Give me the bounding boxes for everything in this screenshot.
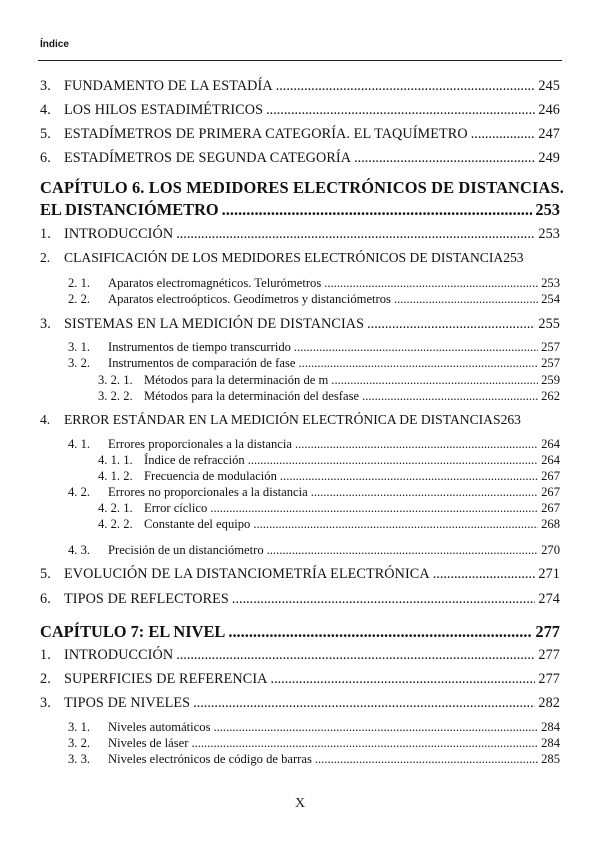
toc-subentry	[68, 752, 560, 767]
toc-entry-number: 2.	[40, 671, 51, 687]
toc-subentry	[68, 720, 560, 735]
toc-entry	[40, 671, 560, 688]
toc-entry-number: 4.	[40, 102, 51, 118]
toc-entry-title: Niveles electrónicos de código de barras	[108, 752, 312, 766]
toc-entry-page: 277	[538, 647, 560, 663]
toc-entry-number: 3. 1.	[68, 340, 91, 354]
toc-entry-page: 255	[538, 316, 560, 332]
toc-entry-number: 4. 2. 1.	[98, 501, 133, 515]
toc-entry-page: 270	[541, 543, 560, 557]
toc-subsubentry	[98, 453, 560, 468]
toc-entry-number: 4. 1.	[68, 437, 91, 451]
toc-leader-dots	[294, 340, 538, 355]
toc-entry-number: 2. 2.	[68, 292, 91, 306]
toc-entry-title: SUPERFICIES DE REFERENCIA	[64, 671, 268, 687]
toc-leader-dots	[210, 501, 538, 516]
toc-leader-dots	[193, 695, 535, 712]
toc-entry-title: Métodos para la determinación de m	[144, 373, 329, 387]
toc-entry-title: CLASIFICACIÓN DE LOS MEDIDORES ELECTRÓNICOS DE DISTANCIA	[64, 250, 504, 265]
toc-entry-title: Error cíclico	[144, 501, 208, 515]
toc-entry-page: 254	[541, 292, 560, 306]
toc-entry-title: Instrumentos de tiempo transcurrido	[108, 340, 291, 354]
toc-entry-number: 3. 2. 1.	[98, 373, 133, 387]
toc-subsubentry	[98, 517, 560, 532]
toc-entry-title: ERROR ESTÁNDAR EN LA MEDICIÓN ELECTRÓNICA DE DISTANCIAS	[64, 412, 501, 427]
toc-leader-dots	[253, 517, 538, 532]
toc-entry-number: 3.	[40, 695, 51, 711]
toc-entry-number: 3.	[40, 316, 51, 332]
toc-leader-dots	[354, 150, 535, 167]
toc-entry-number: 5.	[40, 126, 51, 142]
toc-entry	[40, 126, 560, 143]
toc-entry	[40, 226, 560, 243]
toc-entry-page: 267	[541, 485, 560, 499]
toc-leader-dots	[331, 373, 538, 388]
toc-subentry	[68, 276, 560, 291]
toc-entry-page: 277	[538, 671, 560, 687]
toc-entry-page: 263	[500, 412, 521, 427]
toc-leader-dots	[471, 126, 536, 143]
toc-entry-title: Métodos para la determinación del desfase	[144, 389, 360, 403]
toc-entry-page: 246	[538, 102, 560, 118]
chapter-title: EL DISTANCIÓMETRO	[40, 200, 219, 219]
toc-entry-title: Frecuencia de modulación	[144, 469, 277, 483]
toc-entry	[40, 566, 560, 583]
toc-leader-dots	[176, 647, 535, 664]
toc-entry-page: 264	[541, 437, 560, 451]
toc-entry-page: 262	[541, 389, 560, 403]
toc-entry-page: 259	[541, 373, 560, 387]
toc-entry	[40, 316, 560, 333]
toc-entry-page: 271	[538, 566, 560, 582]
toc-subsubentry	[98, 373, 560, 388]
toc-entry	[40, 647, 560, 664]
toc-entry-title: FUNDAMENTO DE LA ESTADÍA	[64, 78, 273, 94]
toc-leader-dots	[280, 469, 538, 484]
toc-subsubentry	[98, 469, 560, 484]
toc-entry-number: 3. 2.	[68, 736, 91, 750]
toc-subentry	[68, 543, 560, 558]
toc-entry-title: Aparatos electroópticos. Geodímetros y distanciómetros	[108, 292, 391, 306]
toc-leader-dots	[311, 485, 538, 500]
chapter-title: CAPÍTULO 7: EL NIVEL	[40, 622, 226, 641]
toc-entry-page: 285	[541, 752, 560, 766]
toc-leader-dots	[324, 276, 538, 291]
toc-entry-title: INTRODUCCIÓN	[64, 226, 174, 242]
toc-subentry	[68, 356, 560, 371]
toc-entry-title: EVOLUCIÓN DE LA DISTANCIOMETRÍA ELECTRÓNICA	[64, 566, 430, 582]
toc-entry	[40, 591, 560, 608]
toc-leader-dots	[176, 226, 535, 243]
chapter-page: 277	[535, 622, 560, 641]
toc-entry-number: 4. 2.	[68, 485, 91, 499]
toc-subsubentry	[98, 389, 560, 404]
toc-leader-dots	[362, 389, 538, 404]
toc-entry-page: 282	[538, 695, 560, 711]
toc-entry-number: 1.	[40, 226, 51, 242]
toc-entry	[40, 250, 560, 266]
chapter-heading-line: CAPÍTULO 6. LOS MEDIDORES ELECTRÓNICOS DE DISTANCIAS.	[40, 178, 565, 197]
toc-entry-number: 2.	[40, 250, 51, 265]
toc-entry-number: 3. 2.	[68, 356, 91, 370]
toc-entry-title: Errores no proporcionales a la distancia	[108, 485, 308, 499]
toc-entry-title: ESTADÍMETROS DE PRIMERA CATEGORÍA. EL TAQUÍMETRO	[64, 126, 468, 142]
toc-entry-page: 284	[541, 736, 560, 750]
toc-entry-title: Constante del equipo	[144, 517, 251, 531]
toc-entry	[40, 412, 560, 428]
toc-entry-number: 3. 1.	[68, 720, 91, 734]
toc-leader-dots	[298, 356, 538, 371]
toc-entry-title: Niveles de láser	[108, 736, 189, 750]
toc-entry-page: 249	[538, 150, 560, 166]
toc-entry-page: 264	[541, 453, 560, 467]
toc-entry-page: 267	[541, 469, 560, 483]
toc-subentry	[68, 437, 560, 452]
toc-leader-dots	[213, 720, 538, 735]
toc-subsubentry	[98, 501, 560, 516]
toc-entry-page: 274	[538, 591, 560, 607]
toc-leader-dots	[248, 453, 538, 468]
toc-entry-page: 253	[538, 226, 560, 242]
toc-entry-number: 5.	[40, 566, 51, 582]
toc-entry-page: 253	[503, 250, 524, 265]
toc-entry-title: Índice de refracción	[144, 453, 245, 467]
toc-leader-dots	[394, 292, 538, 307]
toc-entry-title: TIPOS DE REFLECTORES	[64, 591, 229, 607]
toc-leader-dots	[228, 622, 532, 642]
toc-entry-number: 4. 1. 1.	[98, 453, 133, 467]
toc-entry-title: Niveles automáticos	[108, 720, 211, 734]
toc-entry-page: 268	[541, 517, 560, 531]
toc-leader-dots	[232, 591, 535, 608]
chapter-heading	[40, 622, 560, 642]
toc-entry-number: 4. 2. 2.	[98, 517, 133, 531]
running-header: Índice	[40, 39, 69, 50]
toc-entry-number: 4. 3.	[68, 543, 91, 557]
toc-entry-title: LOS HILOS ESTADIMÉTRICOS	[64, 102, 264, 118]
toc-leader-dots	[433, 566, 536, 583]
toc-entry	[40, 102, 560, 119]
toc-entry-number: 6.	[40, 591, 51, 607]
toc-entry-title: SISTEMAS EN LA MEDICIÓN DE DISTANCIAS	[64, 316, 365, 332]
toc-entry-title: Instrumentos de comparación de fase	[108, 356, 296, 370]
toc-entry-number: 1.	[40, 647, 51, 663]
toc-entry-number: 4.	[40, 412, 51, 427]
toc-entry-page: 267	[541, 501, 560, 515]
toc-leader-dots	[315, 752, 538, 767]
toc-leader-dots	[367, 316, 535, 333]
toc-entry-number: 4. 1. 2.	[98, 469, 133, 483]
toc-entry-page: 257	[541, 340, 560, 354]
toc-subentry	[68, 292, 560, 307]
toc-entry-title: INTRODUCCIÓN	[64, 647, 174, 663]
toc-leader-dots	[191, 736, 538, 751]
toc-leader-dots	[295, 437, 538, 452]
toc-entry-page: 257	[541, 356, 560, 370]
toc-entry-number: 6.	[40, 150, 51, 166]
toc-entry-title: Precisión de un distanciómetro	[108, 543, 264, 557]
toc-entry	[40, 150, 560, 167]
toc-entry-page: 284	[541, 720, 560, 734]
toc-entry-title: ESTADÍMETROS DE SEGUNDA CATEGORÍA	[64, 150, 352, 166]
toc-subentry	[68, 485, 560, 500]
toc-leader-dots	[222, 200, 533, 220]
toc-leader-dots	[271, 671, 536, 688]
toc-entry-title: TIPOS DE NIVELES	[64, 695, 191, 711]
toc-subentry	[68, 736, 560, 751]
toc-entry-number: 3. 2. 2.	[98, 389, 133, 403]
toc-entry-title: Aparatos electromagnéticos. Telurómetros	[108, 276, 322, 290]
toc-entry	[40, 695, 560, 712]
toc-entry-page: 253	[541, 276, 560, 290]
toc-entry-page: 247	[538, 126, 560, 142]
toc-entry	[40, 78, 560, 95]
toc-entry-number: 3. 3.	[68, 752, 91, 766]
toc-leader-dots	[267, 543, 538, 558]
chapter-page: 253	[535, 200, 560, 219]
toc-entry-page: 245	[538, 78, 560, 94]
chapter-heading	[40, 200, 560, 220]
toc-entry-number: 2. 1.	[68, 276, 91, 290]
toc-leader-dots	[276, 78, 536, 95]
page-number: X	[294, 796, 306, 811]
toc-subentry	[68, 340, 560, 355]
toc-leader-dots	[266, 102, 535, 119]
toc-entry-number: 3.	[40, 78, 51, 94]
toc-entry-title: Errores proporcionales a la distancia	[108, 437, 292, 451]
